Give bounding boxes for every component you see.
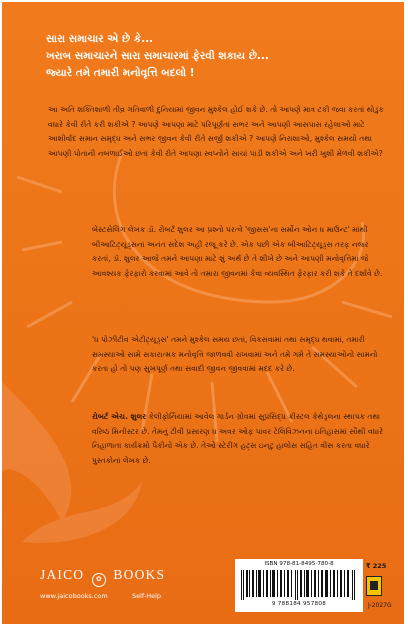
headline-line-1: સારા સમાચાર એ છે કે... [46, 33, 154, 45]
product-code-tag-icon [366, 576, 382, 596]
beatitudes-paragraph: બેસ્ટસેલિંગ લેખક ડૉ. રોબર્ટ શુલર આ પ્રશ્નો પરત્વે 'જીસસ'ના સર્મોન ઓન ધ માઉન્ટ' માંથી બીઆટિટ્યૂડ્સના અનંત સંદેશ અહીં રજૂ કરે છે. એક પછી એક બીઆટિટ્યૂડ્સ તરફ નજર કરતાં, ડૉ. શુલર આજે તમને આપણા માટે શું અર્થ છે તે શીખે છે અને આપણી મનોવૃત્તિમાં જે આવશ્યક ફેરફારો કરવામાં આવે તો તમારા જીવનમાં કેવા વ્યવસ્થિત ફેરફાર કરી શકે તે દર્શાવે છે. [92, 225, 383, 278]
product-code: J-2027G [368, 602, 392, 609]
book-category: Self-Help [132, 592, 162, 600]
isbn-text: ISBN 978-81-8495-780-8 [264, 561, 334, 567]
headline [46, 31, 386, 82]
barcode-box [235, 559, 363, 612]
intro-paragraph: આ અતિ શક્તિશાળી તીવ્ર ગતિવાળી દુનિયામાં જીવન મુશ્કેલ હોઈ શકે છે. તો આપણે માત્ર ટકી જવા કરતાં થોડુંક વધારે કેવી રીતે કરી શકીએ ? આપણે આપણા માટે પરિપૂર્ણતાં સભર અને આપણી આસપાસ રહેલાઓ માટે આશીર્વાદ સમાન સમૃદ્ધ અને સભર જીવન કેવી રીતે સર્જી શકીએ ? આપણે નિરાશાઓ, મુશ્કેલ સમયો તથા આપણી પોતાની નબળાઈઓ છતાં કેવી રીતે આપણા સ્વપ્નોને સાચાં પાડી શકીએ અને ખરી ખુશી મેળવી શકીએ? [48, 105, 384, 158]
logo-right-text: BOOKS [113, 567, 166, 582]
logo-left-text: JAICO [40, 567, 85, 582]
author-bio: કેલીફોર્નિયામાં આવેલ ગાર્ડન ગ્રોવમાં સુપ્રસિદ્ધ ક્રીસ્ટલ કેથેડ્રલના સ્થાપક તથા વરિષ્ઠ મિનીસ્ટર છે. તેમનું ટીવી પ્રસારણ ધ અવર ઓફ પાવર ટેલિવિઝનના ઇતિહાસમાં સૌથી વધારે નિહાળાતા કાર્યક્રમો પૈકીનો એક છે. તેઓ સ્ટેરીંગ હટ્સ ઇનટુ હાલોસ સહિત વીસ કરતા વધારે પુસ્તકોના લેખક છે. [92, 412, 384, 465]
price: ₹ 225 [366, 562, 387, 570]
author-bio-paragraph [92, 410, 384, 468]
barcode-icon [239, 570, 359, 600]
sun-illustration [2, 2, 404, 562]
publisher-logo [40, 567, 165, 587]
publisher-emblem-icon: ✿ [92, 573, 106, 587]
headline-line-2: ખરાબ સમાચારને સારા સમાચારમાં ફેરવી શકાય છે... [46, 50, 269, 62]
author-name: રોબર્ટ એચ. શુલર [92, 412, 147, 421]
headline-line-3: જ્યારે તમે તમારી મનોવૃત્તિ બદલો ! [46, 67, 195, 79]
barcode-digits: 9 788184 957808 [271, 601, 327, 607]
publisher-website: www.jaicobooks.com [40, 592, 108, 600]
back-cover [2, 2, 404, 624]
positive-attitudes-paragraph: 'ધ પોઝીટીવ એટીટ્યૂડ્સ' તમને મુશ્કેલ સમય છતાં, વિકસવામાં તથા સમૃદ્ધ થવામાં, તમારી સમસ્યાઓ સામે સકારાત્મક મનોવૃત્તિ જાળવવી રાખવામાં અને તમે ગમે તે સમસ્યાઓનો સામનો કરતા હો તો પણ સુખપૂર્ણ તથા સંવાદી જીવન જીવવામાં મદદ કરે છે. [92, 335, 378, 374]
